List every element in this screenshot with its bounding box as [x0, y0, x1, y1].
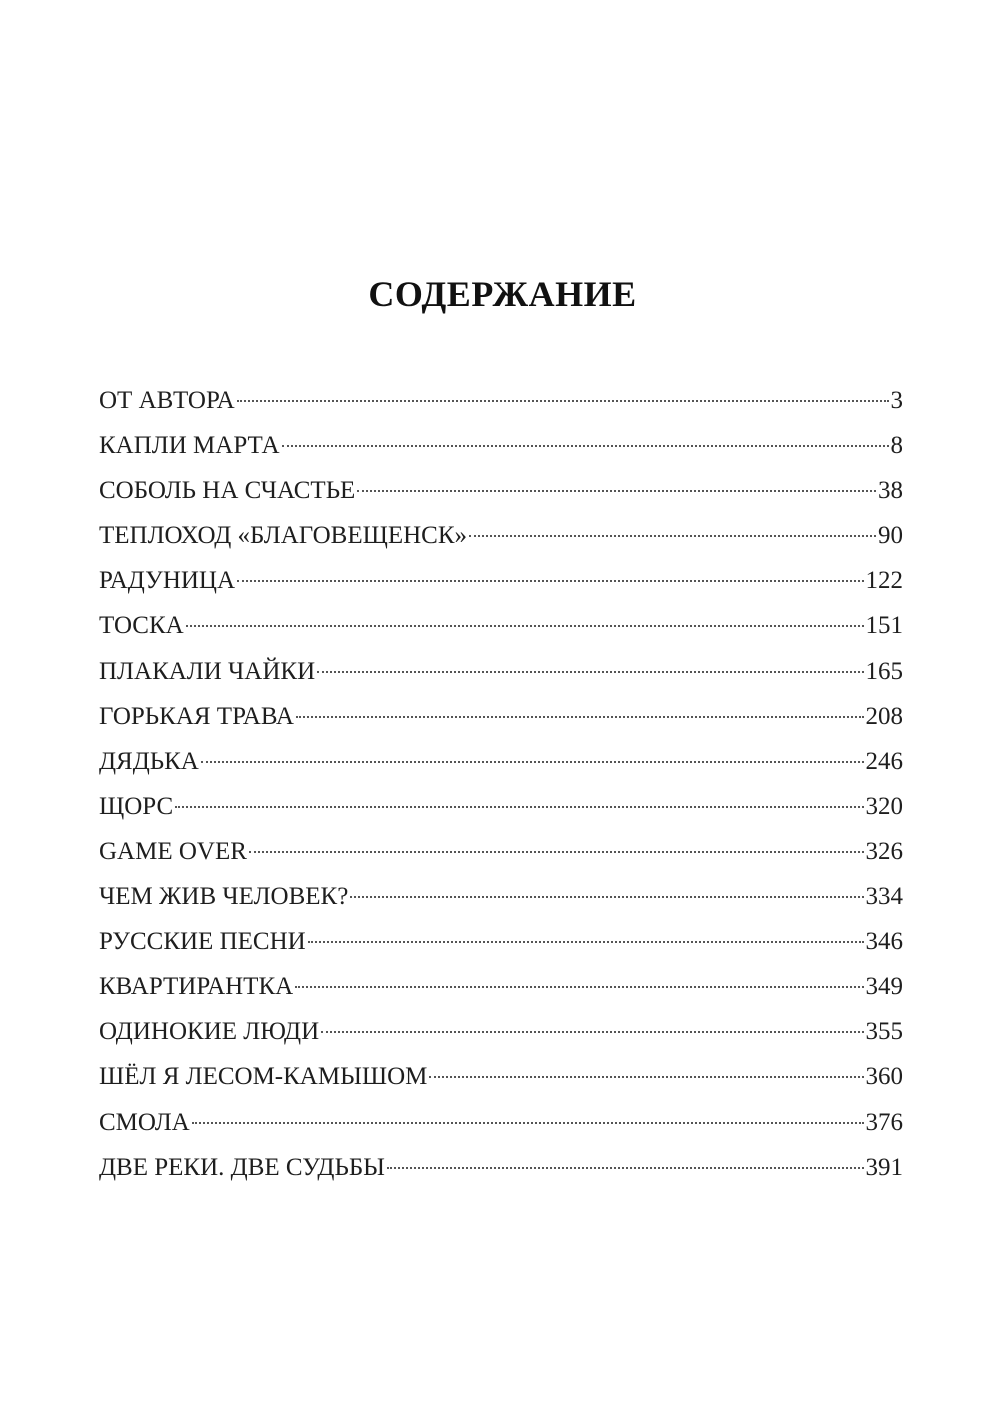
- toc-entry: [99, 1100, 903, 1145]
- toc-entry-title: ЩОРС: [99, 792, 174, 820]
- toc-entry-title: КАПЛИ МАРТА: [99, 432, 280, 460]
- toc-entry: [99, 919, 903, 964]
- dot-leader: [308, 941, 864, 943]
- toc-entry: [99, 964, 903, 1009]
- toc-entry-page-number: 391: [865, 1153, 903, 1181]
- toc-entry-page-number: 346: [865, 928, 903, 956]
- toc-entry-page-number: 165: [865, 657, 903, 685]
- toc-entry-page-number: 38: [878, 477, 903, 505]
- toc-entry: [99, 513, 903, 558]
- toc-entry-page-number: 122: [865, 567, 903, 595]
- dot-leader: [175, 806, 863, 808]
- dot-leader: [237, 400, 889, 402]
- toc-entry-page-number: 355: [865, 1018, 903, 1046]
- toc-entry-title: ЧЕМ ЖИВ ЧЕЛОВЕК?: [99, 883, 349, 911]
- toc-list: [99, 378, 903, 1190]
- toc-entry-title: ДЯДЬКА: [99, 747, 199, 775]
- toc-entry-page-number: 376: [865, 1108, 903, 1136]
- dot-leader: [282, 445, 889, 447]
- dot-leader: [321, 1031, 863, 1033]
- dot-leader: [249, 851, 864, 853]
- toc-entry-title: ГОРЬКАЯ ТРАВА: [99, 702, 294, 730]
- toc-entry-page-number: 334: [865, 883, 903, 911]
- toc-entry-title: РУССКИЕ ПЕСНИ: [99, 928, 306, 956]
- toc-entry-title: ШЁЛ Я ЛЕСОМ-КАМЫШОМ: [99, 1063, 428, 1091]
- toc-entry-title: ТОСКА: [99, 612, 184, 640]
- toc-entry: [99, 423, 903, 468]
- toc-entry: [99, 739, 903, 784]
- toc-entry: [99, 694, 903, 739]
- dot-leader: [296, 716, 864, 718]
- dot-leader: [192, 1122, 864, 1124]
- dot-leader: [237, 580, 863, 582]
- toc-entry-page-number: 320: [865, 792, 903, 820]
- dot-leader: [317, 671, 863, 673]
- dot-leader: [350, 896, 863, 898]
- toc-entry-page-number: 90: [878, 522, 903, 550]
- toc-entry: [99, 378, 903, 423]
- toc-entry: [99, 784, 903, 829]
- toc-entry-title: ДВЕ РЕКИ. ДВЕ СУДЬБЫ: [99, 1153, 385, 1181]
- dot-leader: [429, 1076, 863, 1078]
- toc-entry: [99, 603, 903, 648]
- toc-entry: [99, 558, 903, 603]
- toc-entry-title: СМОЛА: [99, 1108, 190, 1136]
- toc-entry-title: КВАРТИРАНТКА: [99, 973, 294, 1001]
- toc-entry-page-number: 3: [890, 387, 903, 414]
- toc-entry-page-number: 349: [865, 973, 903, 1001]
- toc-entry-title: ОТ АВТОРА: [99, 387, 235, 414]
- toc-entry: [99, 1054, 903, 1099]
- toc-entry-page-number: 326: [865, 837, 903, 865]
- toc-entry-page-number: 360: [865, 1063, 903, 1091]
- dot-leader: [357, 490, 876, 492]
- toc-entry-title: ПЛАКАЛИ ЧАЙКИ: [99, 657, 316, 685]
- dot-leader: [387, 1167, 864, 1169]
- toc-entry-page-number: 208: [865, 702, 903, 730]
- toc-entry: [99, 1009, 903, 1054]
- toc-entry-page-number: 151: [865, 612, 903, 640]
- page-title: СОДЕРЖАНИЕ: [368, 274, 637, 314]
- dot-leader: [469, 535, 876, 537]
- toc-entry: [99, 829, 903, 874]
- toc-entry: [99, 874, 903, 919]
- toc-entry-title: GAME OVER: [99, 837, 247, 865]
- toc-entry-page-number: 8: [890, 432, 903, 460]
- toc-entry-title: ОДИНОКИЕ ЛЮДИ: [99, 1018, 320, 1046]
- toc-entry-title: РАДУНИЦА: [99, 567, 236, 595]
- dot-leader: [186, 625, 864, 627]
- dot-leader: [295, 986, 863, 988]
- toc-entry: [99, 1145, 903, 1190]
- dot-leader: [201, 761, 864, 763]
- toc-entry-page-number: 246: [865, 747, 903, 775]
- toc-entry-title: СОБОЛЬ НА СЧАСТЬЕ: [99, 477, 356, 505]
- toc-entry: [99, 649, 903, 694]
- toc-entry-title: ТЕПЛОХОД «БЛАГОВЕЩЕНСК»: [99, 522, 468, 550]
- toc-entry: [99, 468, 903, 513]
